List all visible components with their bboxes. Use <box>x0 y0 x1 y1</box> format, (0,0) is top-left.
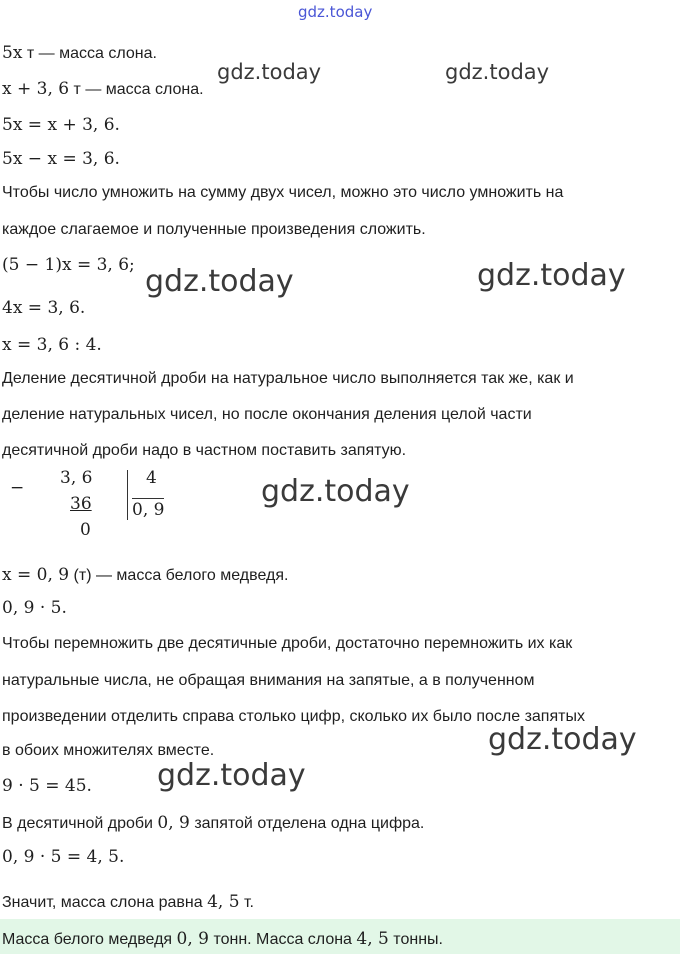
watermark: gdz.today <box>261 474 410 509</box>
text-line: (5 − 1)x = 3, 6; <box>2 255 135 275</box>
text-line: десятичной дроби надо в частном поставить запятую. <box>2 442 407 459</box>
text-line: Чтобы число умножить на сумму двух чисел, можно это число умножить на <box>2 184 564 201</box>
text-line: 0, 9 · 5. <box>2 598 67 618</box>
watermark: gdz.today <box>488 722 637 757</box>
division-minus: − <box>10 478 25 498</box>
text-line: 5x = x + 3, 6. <box>2 115 120 135</box>
division-remainder: 0 <box>80 520 91 540</box>
watermark: gdz.today <box>157 758 306 793</box>
text-line: В десятичной дроби 0, 9 запятой отделена одна цифра. <box>2 813 425 833</box>
division-dividend: 3, 6 <box>60 468 93 488</box>
text-line: 5x т — масса слона. <box>2 43 157 63</box>
text-line: Значит, масса слона равна 4, 5 т. <box>2 892 254 912</box>
text-line: 0, 9 · 5 = 4, 5. <box>2 847 125 867</box>
division-subtrahend: 36 <box>70 494 92 514</box>
division-bar <box>127 470 128 520</box>
watermark: gdz.today <box>445 60 550 84</box>
text-line: в обоих множителях вместе. <box>2 742 215 759</box>
text-line: каждое слагаемое и полученные произведения сложить. <box>2 221 426 238</box>
text-line: x + 3, 6 т — масса слона. <box>2 79 204 99</box>
division-divisor: 4 <box>146 468 157 488</box>
text-line: произведении отделить справа столько цифр, сколько их было после запятых <box>2 708 585 725</box>
watermark: gdz.today <box>217 60 322 84</box>
text-line: x = 3, 6 : 4. <box>2 335 102 355</box>
text-line: x = 0, 9 (т) — масса белого медведя. <box>2 565 289 585</box>
text-line: деление натуральных чисел, но после окончания деления целой части <box>2 406 532 423</box>
text-line: 4x = 3, 6. <box>2 298 86 318</box>
division-quotient: 0, 9 <box>132 500 165 520</box>
watermark: gdz.today <box>477 258 626 293</box>
watermark: gdz.today <box>145 264 294 299</box>
long-division <box>0 466 200 542</box>
text-line: Деление десятичной дроби на натуральное число выполняется так же, как и <box>2 370 574 387</box>
text-line: натуральные числа, не обращая внимания на запятые, а в полученном <box>2 672 535 689</box>
answer-line: Масса белого медведя 0, 9 тонн. Масса слона 4, 5 тонны. <box>2 929 443 949</box>
text-line: 5x − x = 3, 6. <box>2 149 120 169</box>
text-line: 9 · 5 = 45. <box>2 776 92 796</box>
text-line: Чтобы перемножить две десятичные дроби, достаточно перемножить их как <box>2 635 573 652</box>
watermark-top: gdz.today <box>298 3 373 21</box>
